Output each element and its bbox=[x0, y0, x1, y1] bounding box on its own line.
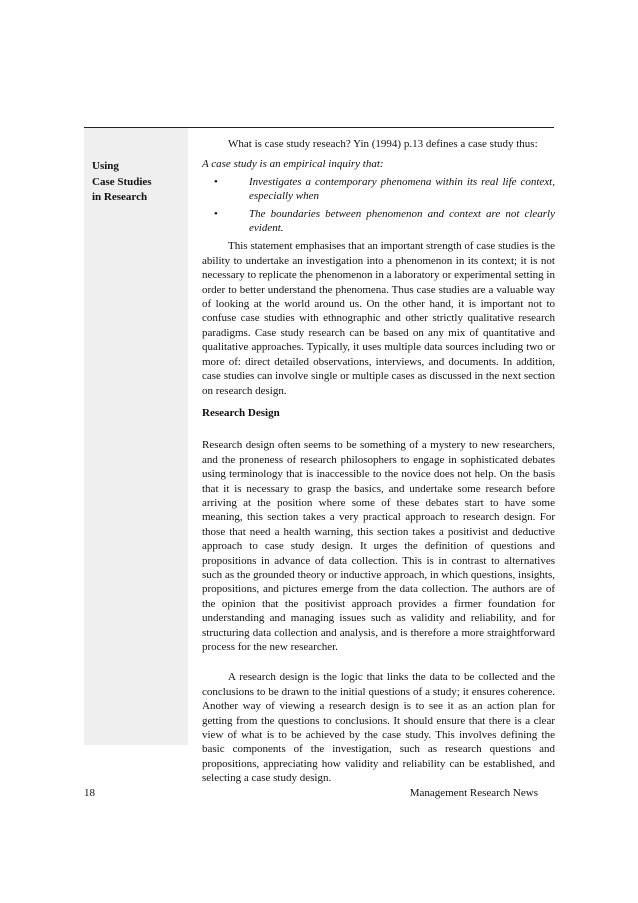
definition-line: A case study is an empirical inquiry that: bbox=[202, 158, 384, 171]
list-item bbox=[202, 175, 555, 204]
sidebar-title-line-3: in Research bbox=[92, 191, 148, 203]
page-number: 18 bbox=[84, 787, 95, 799]
journal-name: Management Research News bbox=[409, 787, 538, 799]
section-heading: Research Design bbox=[202, 406, 280, 419]
sidebar-title-line-2: Case Studies bbox=[92, 175, 152, 188]
sidebar-title bbox=[92, 159, 186, 206]
intro-paragraph: What is case study reseach? Yin (1994) p.13 defines a case study thus: bbox=[228, 138, 538, 150]
bullet-text: The boundaries between phenomenon and context are not clearly evident. bbox=[249, 207, 555, 235]
sidebar-panel bbox=[84, 128, 188, 745]
bullet-icon: • bbox=[214, 207, 218, 220]
paragraph-research-design: Research design often seems to be something of a mystery to new researchers, and the proneness of research philosophers to engage in sophisticated debates using terminology that is inaccessible to the novice does not help. On the basis that it is necessary to grasp the basics, and undertake some research before arriving at the position where some of these debates start to have some meaning, this section takes a very practical approach to research design. For those that need a health warning, this section takes a positivist and deductive approach to case study design. It urges the definition of questions and propositions in advance of data collection. This is in contrast to alternatives such as the grounded theory or inductive approach, in which questions, insights, propositions, and pictures emerge from the data collection. The authors are of the opinion that the positivist approach provides a firmer foundation for understanding and managing issues such as validity and reliability, and for structuring data collection and analysis, and is therefore a more straightforward process for the new researcher. bbox=[202, 439, 555, 653]
bullet-text: Investigates a contemporary phenomena within its real life context, especially when bbox=[249, 175, 555, 203]
bullet-icon: • bbox=[214, 175, 218, 188]
list-item bbox=[202, 207, 555, 236]
paragraph-logic: A research design is the logic that links the data to be collected and the conclusions to be drawn to the initial questions of a study; it ensures coherence. Another way of viewing a research design is to see it as an action plan for getting from the questions to conclusions. It should ensure that there is a clear view of what is to be achieved by the case study. This involves defining the basic components of the investigation, such as research questions and propositions, appreciating how validity and reliability can be established, and selecting a case study design. bbox=[202, 671, 555, 785]
paragraph-strength: This statement emphasises that an important strength of case studies is the ability to undertake an investigation into a phenomenon in its context; it is not necessary to replicate the phenomenon in a laboratory or experimental setting in order to better understand the phenomena. Thus case studies are a valuable way of looking at the world around us. On the other hand, it is important not to confuse case studies with ethnographic and other strictly qualitative research paradigms. Case study research can be based on any mix of quantitative and qualitative approaches. Typically, it uses multiple data sources including two or more of: direct detailed observations, interviews, and documents. In addition, case studies can involve single or multiple cases as discussed in the next section on research design. bbox=[202, 240, 555, 397]
definition-bullets bbox=[202, 175, 555, 236]
sidebar-title-line-1: Using bbox=[92, 160, 119, 172]
main-content bbox=[202, 137, 555, 786]
